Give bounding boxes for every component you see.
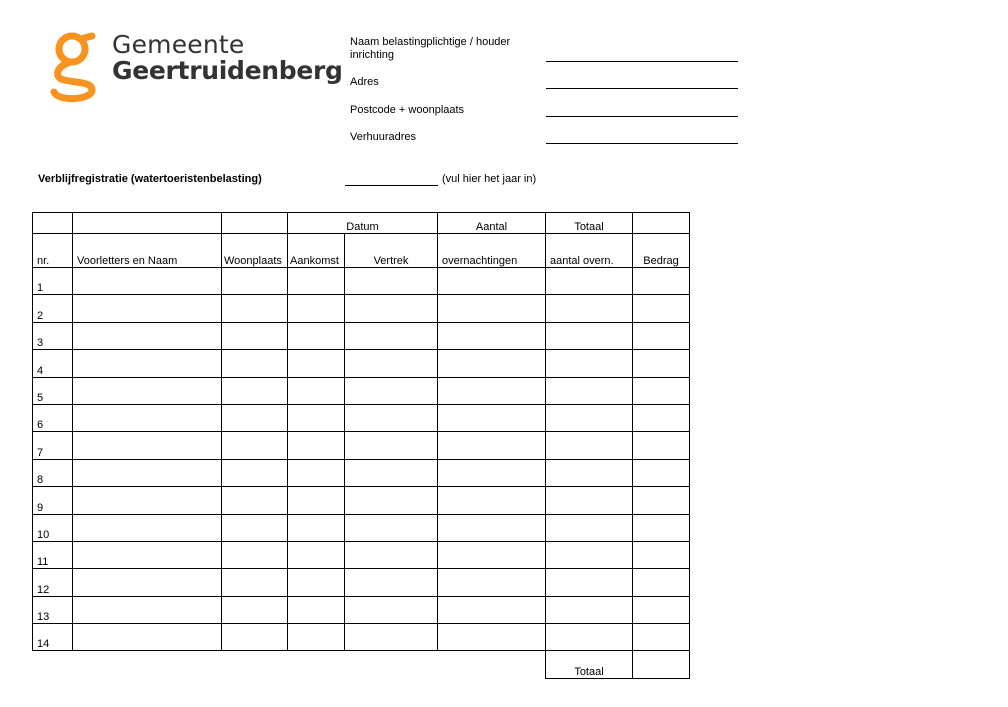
row-nr: 13 bbox=[33, 596, 73, 623]
cell-overnachtingen[interactable] bbox=[438, 459, 546, 486]
row-nr: 1 bbox=[33, 268, 73, 295]
col-aankomst: Aankomst bbox=[288, 234, 345, 268]
col-bedrag: Bedrag bbox=[633, 234, 690, 268]
field-label-naam: Naam belastingplichtige / houder inrichting bbox=[350, 36, 511, 61]
row-nr: 6 bbox=[33, 404, 73, 431]
cell-vertrek[interactable] bbox=[345, 322, 438, 349]
cell-woonplaats[interactable] bbox=[222, 514, 288, 541]
cell-naam[interactable] bbox=[73, 541, 222, 568]
cell-aankomst[interactable] bbox=[288, 377, 345, 404]
cell-vertrek[interactable] bbox=[345, 404, 438, 431]
col-aantal-overn: aantal overn. bbox=[546, 234, 633, 268]
cell-woonplaats[interactable] bbox=[222, 268, 288, 295]
row-nr: 11 bbox=[33, 541, 73, 568]
cell-overnachtingen[interactable] bbox=[438, 350, 546, 377]
cell-naam[interactable] bbox=[73, 350, 222, 377]
cell-overnachtingen[interactable] bbox=[438, 569, 546, 596]
registration-table bbox=[32, 212, 690, 679]
col-woonplaats: Woonplaats bbox=[222, 234, 288, 268]
cell-naam[interactable] bbox=[73, 432, 222, 459]
cell-woonplaats[interactable] bbox=[222, 295, 288, 322]
table-row bbox=[33, 350, 690, 377]
cell-naam[interactable] bbox=[73, 404, 222, 431]
year-hint: (vul hier het jaar in) bbox=[442, 173, 537, 185]
municipality-logo bbox=[48, 30, 343, 105]
cell-aankomst[interactable] bbox=[288, 350, 345, 377]
col-nr: nr. bbox=[33, 234, 73, 268]
cell-aankomst[interactable] bbox=[288, 268, 345, 295]
header-datum: Datum bbox=[288, 213, 438, 234]
table-row bbox=[33, 404, 690, 431]
cell-aantal-overn[interactable] bbox=[546, 514, 633, 541]
field-label-verhuuradres: Verhuuradres bbox=[350, 131, 417, 143]
cell-aankomst[interactable] bbox=[288, 624, 345, 651]
cell-woonplaats[interactable] bbox=[222, 350, 288, 377]
cell-aankomst[interactable] bbox=[288, 295, 345, 322]
row-nr: 14 bbox=[33, 624, 73, 651]
total-bedrag-cell[interactable] bbox=[633, 651, 690, 678]
field-input-verhuuradres[interactable] bbox=[546, 143, 738, 144]
row-nr: 9 bbox=[33, 487, 73, 514]
row-nr: 4 bbox=[33, 350, 73, 377]
cell-bedrag[interactable] bbox=[633, 569, 690, 596]
cell-aankomst[interactable] bbox=[288, 541, 345, 568]
cell-naam[interactable] bbox=[73, 377, 222, 404]
cell-vertrek[interactable] bbox=[345, 569, 438, 596]
cell-naam[interactable] bbox=[73, 624, 222, 651]
field-label-adres: Adres bbox=[350, 76, 379, 88]
table-row bbox=[33, 514, 690, 541]
cell-woonplaats[interactable] bbox=[222, 404, 288, 431]
cell-bedrag[interactable] bbox=[633, 514, 690, 541]
table-header-row bbox=[33, 234, 690, 268]
row-nr: 5 bbox=[33, 377, 73, 404]
table-row bbox=[33, 541, 690, 568]
table-row bbox=[33, 432, 690, 459]
row-nr: 10 bbox=[33, 514, 73, 541]
cell-aankomst[interactable] bbox=[288, 432, 345, 459]
cell-woonplaats[interactable] bbox=[222, 569, 288, 596]
row-nr: 7 bbox=[33, 432, 73, 459]
cell-vertrek[interactable] bbox=[345, 514, 438, 541]
cell-woonplaats[interactable] bbox=[222, 596, 288, 623]
cell-naam[interactable] bbox=[73, 514, 222, 541]
cell-overnachtingen[interactable] bbox=[438, 514, 546, 541]
cell-overnachtingen[interactable] bbox=[438, 268, 546, 295]
cell-overnachtingen[interactable] bbox=[438, 541, 546, 568]
cell-aantal-overn[interactable] bbox=[546, 404, 633, 431]
cell-aantal-overn[interactable] bbox=[546, 432, 633, 459]
cell-naam[interactable] bbox=[73, 459, 222, 486]
cell-overnachtingen[interactable] bbox=[438, 596, 546, 623]
cell-overnachtingen[interactable] bbox=[438, 295, 546, 322]
cell-aankomst[interactable] bbox=[288, 596, 345, 623]
cell-bedrag[interactable] bbox=[633, 268, 690, 295]
table-row bbox=[33, 459, 690, 486]
cell-vertrek[interactable] bbox=[345, 432, 438, 459]
cell-vertrek[interactable] bbox=[345, 541, 438, 568]
cell-vertrek[interactable] bbox=[345, 487, 438, 514]
table-total-row bbox=[33, 651, 690, 678]
col-naam: Voorletters en Naam bbox=[73, 234, 222, 268]
cell-woonplaats[interactable] bbox=[222, 459, 288, 486]
cell-overnachtingen[interactable] bbox=[438, 432, 546, 459]
cell-vertrek[interactable] bbox=[345, 268, 438, 295]
cell-aantal-overn[interactable] bbox=[546, 624, 633, 651]
cell-aantal-overn[interactable] bbox=[546, 322, 633, 349]
cell-woonplaats[interactable] bbox=[222, 322, 288, 349]
cell-woonplaats[interactable] bbox=[222, 624, 288, 651]
cell-aankomst[interactable] bbox=[288, 322, 345, 349]
cell-woonplaats[interactable] bbox=[222, 541, 288, 568]
logo-text-gemeente: Gemeente bbox=[112, 30, 245, 59]
row-nr: 12 bbox=[33, 569, 73, 596]
cell-aantal-overn[interactable] bbox=[546, 350, 633, 377]
cell-aankomst[interactable] bbox=[288, 514, 345, 541]
cell-aantal-overn[interactable] bbox=[546, 487, 633, 514]
logo-text-geertruidenberg: Geertruidenberg bbox=[112, 56, 343, 85]
cell-aantal-overn[interactable] bbox=[546, 541, 633, 568]
col-vertrek: Vertrek bbox=[345, 234, 438, 268]
cell-naam[interactable] bbox=[73, 268, 222, 295]
cell-aantal-overn[interactable] bbox=[546, 295, 633, 322]
cell-woonplaats[interactable] bbox=[222, 432, 288, 459]
cell-vertrek[interactable] bbox=[345, 295, 438, 322]
cell-naam[interactable] bbox=[73, 487, 222, 514]
cell-bedrag[interactable] bbox=[633, 487, 690, 514]
cell-aankomst[interactable] bbox=[288, 404, 345, 431]
table-row bbox=[33, 596, 690, 623]
cell-aantal-overn[interactable] bbox=[546, 459, 633, 486]
cell-bedrag[interactable] bbox=[633, 350, 690, 377]
cell-naam[interactable] bbox=[73, 322, 222, 349]
header-aantal: Aantal bbox=[438, 213, 546, 234]
cell-aantal-overn[interactable] bbox=[546, 268, 633, 295]
cell-naam[interactable] bbox=[73, 596, 222, 623]
field-label-postcode: Postcode + woonplaats bbox=[350, 104, 465, 116]
row-nr: 8 bbox=[33, 459, 73, 486]
table-row bbox=[33, 569, 690, 596]
cell-overnachtingen[interactable] bbox=[438, 487, 546, 514]
row-nr: 3 bbox=[33, 322, 73, 349]
cell-vertrek[interactable] bbox=[345, 459, 438, 486]
table-row bbox=[33, 377, 690, 404]
cell-woonplaats[interactable] bbox=[222, 487, 288, 514]
cell-bedrag[interactable] bbox=[633, 377, 690, 404]
field-input-postcode[interactable] bbox=[546, 116, 738, 117]
cell-bedrag[interactable] bbox=[633, 624, 690, 651]
g-logo-icon bbox=[48, 30, 100, 104]
cell-bedrag[interactable] bbox=[633, 541, 690, 568]
cell-overnachtingen[interactable] bbox=[438, 322, 546, 349]
cell-naam[interactable] bbox=[73, 569, 222, 596]
cell-woonplaats[interactable] bbox=[222, 377, 288, 404]
cell-aantal-overn[interactable] bbox=[546, 377, 633, 404]
cell-vertrek[interactable] bbox=[345, 350, 438, 377]
cell-overnachtingen[interactable] bbox=[438, 624, 546, 651]
cell-vertrek[interactable] bbox=[345, 624, 438, 651]
cell-vertrek[interactable] bbox=[345, 596, 438, 623]
cell-naam[interactable] bbox=[73, 295, 222, 322]
table-row bbox=[33, 268, 690, 295]
table-row bbox=[33, 487, 690, 514]
field-input-adres[interactable] bbox=[546, 88, 738, 89]
col-overnachtingen: overnachtingen bbox=[438, 234, 546, 268]
cell-overnachtingen[interactable] bbox=[438, 404, 546, 431]
cell-bedrag[interactable] bbox=[633, 459, 690, 486]
cell-aantal-overn[interactable] bbox=[546, 596, 633, 623]
form-title: Verblijfregistratie (watertoeristenbelasting) bbox=[38, 173, 262, 185]
total-label: Totaal bbox=[546, 651, 633, 678]
cell-aankomst[interactable] bbox=[288, 487, 345, 514]
cell-bedrag[interactable] bbox=[633, 322, 690, 349]
cell-aantal-overn[interactable] bbox=[546, 569, 633, 596]
table-header-group-row bbox=[33, 213, 690, 234]
cell-aankomst[interactable] bbox=[288, 569, 345, 596]
table-row bbox=[33, 624, 690, 651]
cell-bedrag[interactable] bbox=[633, 295, 690, 322]
table-row bbox=[33, 322, 690, 349]
year-input[interactable] bbox=[345, 185, 438, 186]
cell-vertrek[interactable] bbox=[345, 377, 438, 404]
cell-bedrag[interactable] bbox=[633, 404, 690, 431]
row-nr: 2 bbox=[33, 295, 73, 322]
table-row bbox=[33, 295, 690, 322]
cell-overnachtingen[interactable] bbox=[438, 377, 546, 404]
cell-aankomst[interactable] bbox=[288, 459, 345, 486]
cell-bedrag[interactable] bbox=[633, 596, 690, 623]
cell-bedrag[interactable] bbox=[633, 432, 690, 459]
field-input-naam[interactable] bbox=[546, 61, 738, 62]
header-totaal: Totaal bbox=[546, 213, 633, 234]
